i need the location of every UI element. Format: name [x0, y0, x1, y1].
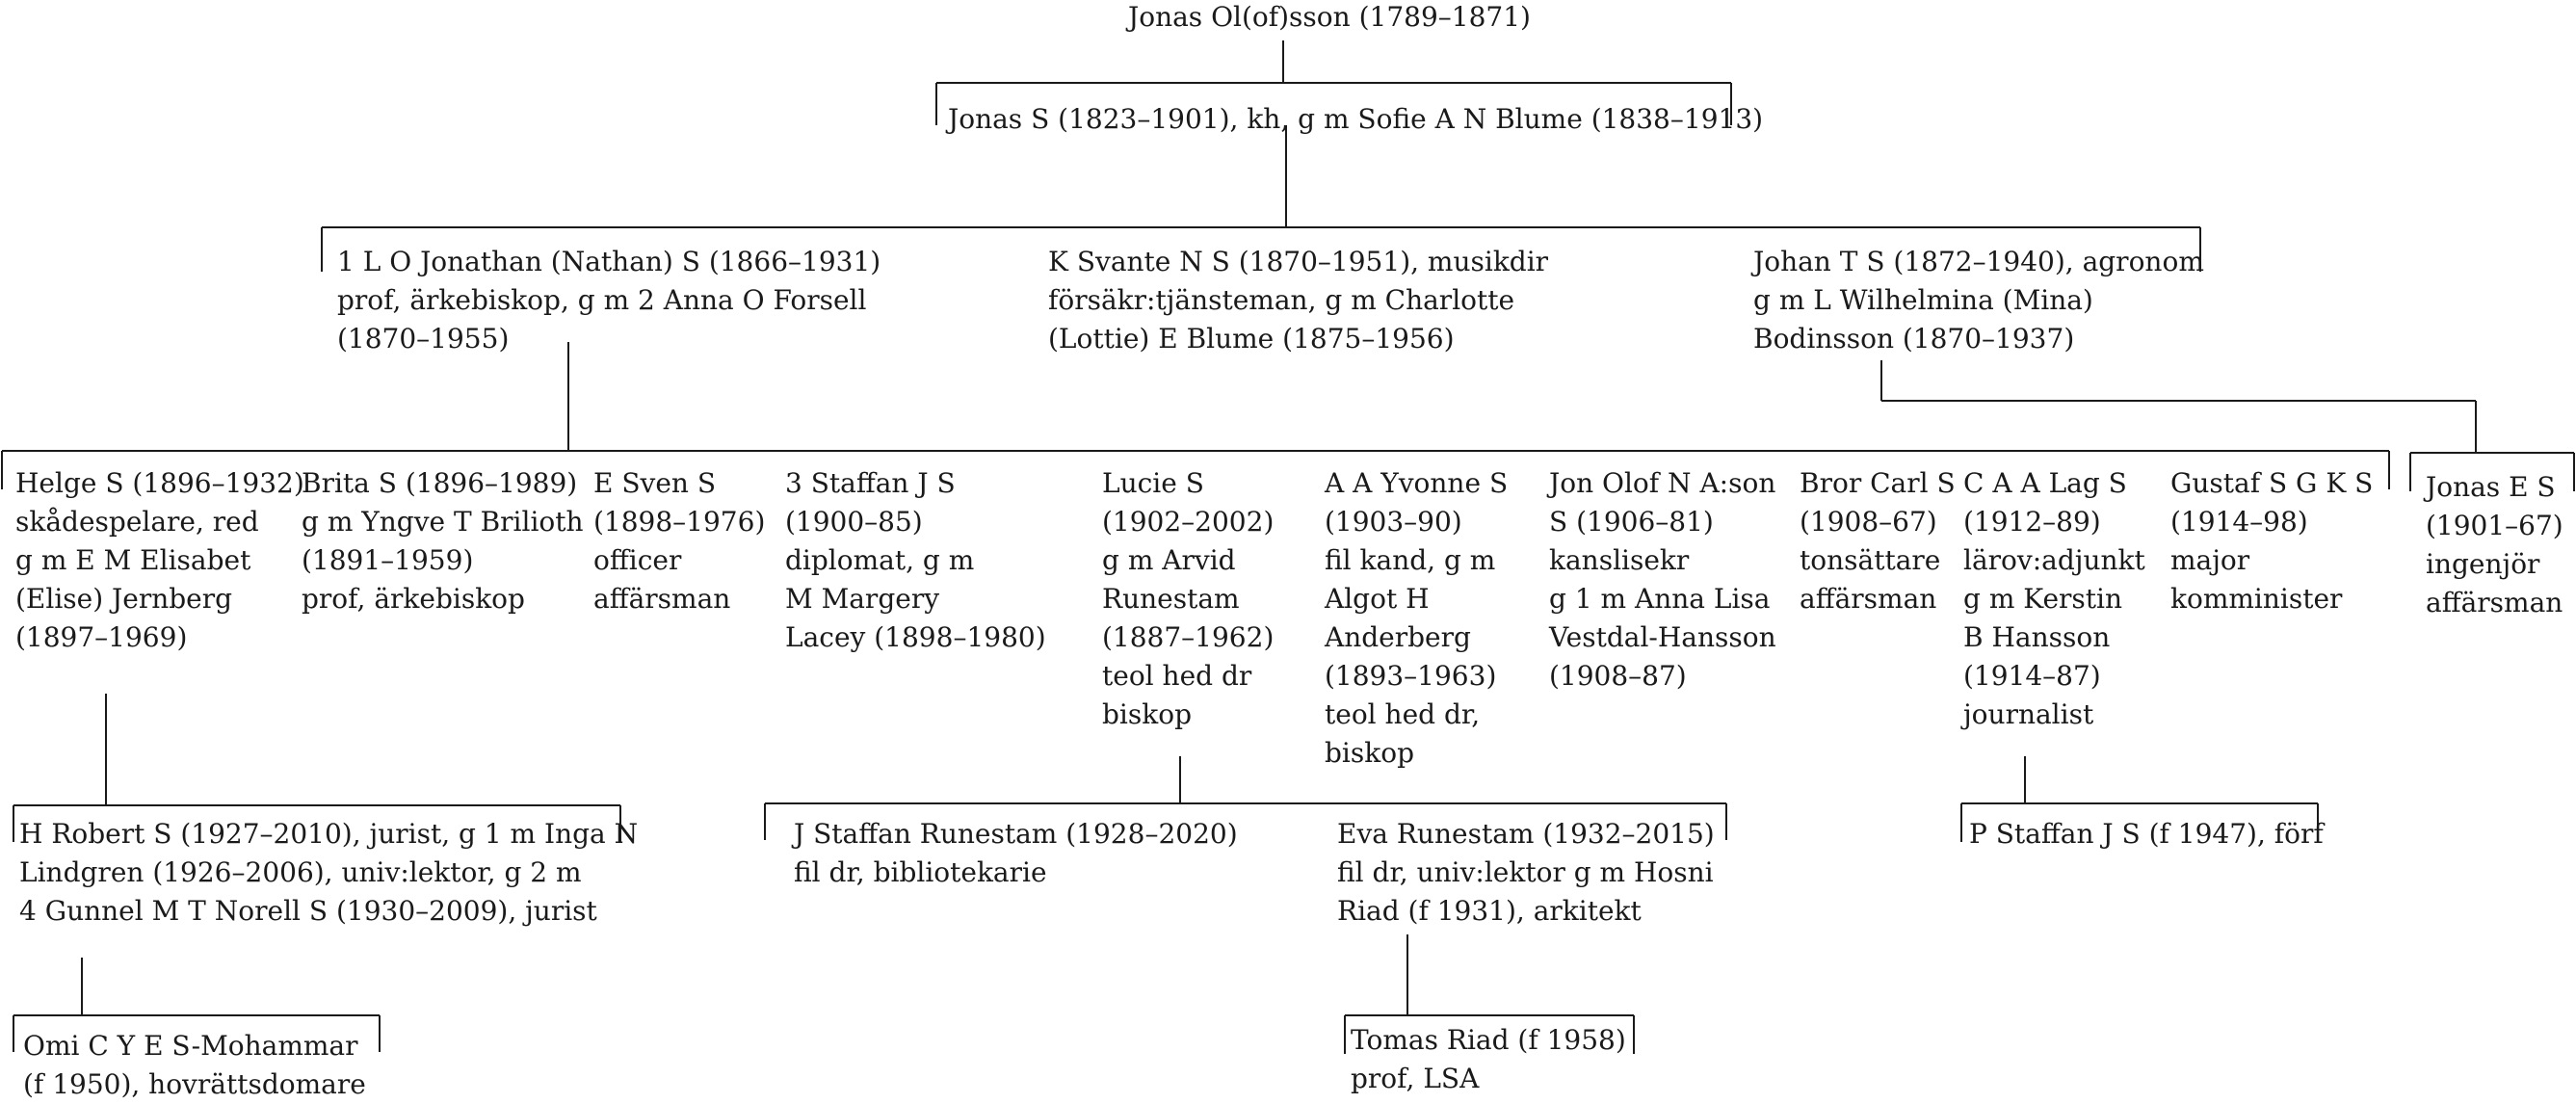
person-text-line: g m E M Elisabet: [15, 544, 251, 576]
person-text-line: 4 Gunnel M T Norell S (1930–2009), jurist: [19, 895, 597, 927]
person-text-line: lärov:adjunkt: [1963, 544, 2145, 576]
person-text-line: J Staffan Runestam (1928–2020): [794, 818, 1238, 850]
person-text-line: Brita S (1896–1989): [302, 467, 578, 499]
person-sven-s: [593, 464, 765, 618]
person-text-line: (1901–67): [2426, 510, 2563, 541]
person-text-line: affärsman: [2426, 587, 2563, 618]
person-text-line: Bror Carl S: [1800, 467, 1956, 499]
person-text-line: (1912–89): [1963, 506, 2101, 538]
person-text-line: komminister: [2170, 583, 2343, 615]
person-text-line: biskop: [1102, 698, 1192, 730]
person-text-line: (Lottie) E Blume (1875–1956): [1048, 323, 1455, 355]
person-text-line: E Sven S: [593, 467, 717, 499]
person-johan-s: [1753, 243, 2204, 358]
person-text-line: K Svante N S (1870–1951), musikdir: [1048, 246, 1549, 277]
person-text-line: affärsman: [593, 583, 731, 615]
person-text-line: försäkr:tjänsteman, g m Charlotte: [1048, 284, 1515, 316]
person-text-line: (f 1950), hovrättsdomare: [23, 1068, 366, 1100]
person-bror-carl-s: [1800, 464, 1956, 618]
person-text-line: Algot H: [1325, 583, 1430, 615]
person-text-line: Helge S (1896–1932): [15, 467, 304, 499]
person-text-line: 3 Staffan J S: [785, 467, 956, 499]
person-text-line: fil kand, g m: [1325, 544, 1496, 576]
person-text-line: prof, LSA: [1351, 1063, 1480, 1094]
person-text-line: Jonas S (1823–1901), kh, g m Sofie A N Blume (1838–1913): [948, 103, 1764, 135]
person-text-line: S (1906–81): [1549, 506, 1714, 538]
person-text-line: C A A Lag S: [1963, 467, 2127, 499]
person-tomas-riad: [1351, 1021, 1626, 1098]
person-text-line: g m Kerstin: [1963, 583, 2123, 615]
person-text-line: (1908–67): [1800, 506, 1937, 538]
person-text-line: fil dr, univ:lektor g m Hosni: [1337, 856, 1714, 888]
person-text-line: P Staffan J S (f 1947), förf: [1969, 818, 2324, 850]
person-text-line: teol hed dr: [1102, 660, 1252, 692]
person-yvonne-s: [1325, 464, 1508, 773]
person-text-line: Eva Runestam (1932–2015): [1337, 818, 1715, 850]
person-text-line: diplomat, g m: [785, 544, 975, 576]
person-jonas-e-s: [2426, 468, 2563, 622]
person-gustaf-s: [2170, 464, 2373, 618]
person-text-line: biskop: [1325, 737, 1414, 769]
person-text-line: A A Yvonne S: [1325, 467, 1509, 499]
person-text-line: officer: [593, 544, 682, 576]
person-lag-s: [1963, 464, 2145, 734]
person-text-line: Riad (f 1931), arkitekt: [1337, 895, 1642, 927]
person-text-line: (1891–1959): [302, 544, 474, 576]
person-text-line: major: [2170, 544, 2250, 576]
person-text-line: (1908–87): [1549, 660, 1687, 692]
person-text-line: Bodinsson (1870–1937): [1753, 323, 2075, 355]
person-brita-s: [302, 464, 584, 618]
person-text-line: Tomas Riad (f 1958): [1351, 1024, 1626, 1056]
person-text-line: (1887–1962): [1102, 621, 1275, 653]
person-eva-runestam: [1337, 815, 1715, 931]
person-text-line: Johan T S (1872–1940), agronom: [1753, 246, 2204, 277]
person-text-line: Lacey (1898–1980): [785, 621, 1046, 653]
person-jonathan-s: [337, 243, 881, 358]
person-text-line: (1897–1969): [15, 621, 188, 653]
person-text-line: (1914–98): [2170, 506, 2308, 538]
person-text-line: Lindgren (1926–2006), univ:lektor, g 2 m: [19, 856, 582, 888]
person-text-line: (1893–1963): [1325, 660, 1497, 692]
person-staffan-j-s: [785, 464, 1046, 657]
person-text-line: (1900–85): [785, 506, 923, 538]
person-staffan-runestam: [794, 815, 1238, 892]
person-text-line: journalist: [1963, 698, 2094, 730]
person-text-line: Omi C Y E S-Mohammar: [23, 1030, 358, 1062]
person-omi-s-mohammar: [23, 1027, 366, 1104]
person-text-line: Jonas E S: [2426, 471, 2556, 503]
person-text-line: fil dr, bibliotekarie: [794, 856, 1047, 888]
person-text-line: Gustaf S G K S: [2170, 467, 2374, 499]
person-text-line: Vestdal-Hansson: [1549, 621, 1776, 653]
person-text-line: (1898–1976): [593, 506, 766, 538]
person-text-line: Lucie S: [1102, 467, 1204, 499]
person-text-line: g m Arvid: [1102, 544, 1236, 576]
person-jonas-s: [948, 100, 1763, 139]
person-text-line: (1902–2002): [1102, 506, 1275, 538]
person-text-line: (1870–1955): [337, 323, 510, 355]
person-text-line: H Robert S (1927–2010), jurist, g 1 m Inga N: [19, 818, 639, 850]
person-lucie-s: [1102, 464, 1274, 734]
person-text-line: kanslisekr: [1549, 544, 1690, 576]
person-text-line: affärsman: [1800, 583, 1937, 615]
person-text-line: prof, ärkebiskop: [302, 583, 525, 615]
person-text-line: teol hed dr,: [1325, 698, 1481, 730]
person-text-line: skådespelare, red: [15, 506, 259, 538]
person-text-line: (Elise) Jernberg: [15, 583, 233, 615]
person-svante-s: [1048, 243, 1548, 358]
person-p-staffan-s: [1969, 815, 2324, 854]
person-text-line: Runestam: [1102, 583, 1240, 615]
person-text-line: 1 L O Jonathan (Nathan) S (1866–1931): [337, 246, 881, 277]
person-text-line: Jon Olof N A:son: [1549, 467, 1776, 499]
person-robert-s: [19, 815, 638, 931]
person-text-line: B Hansson: [1963, 621, 2111, 653]
person-text-line: (1914–87): [1963, 660, 2101, 692]
person-text-line: g m Yngve T Brilioth: [302, 506, 584, 538]
person-text-line: Jonas Ol(of)sson (1789–1871): [1128, 1, 1531, 33]
person-jonas-olofsson: [1128, 0, 1531, 37]
person-jon-olof-s: [1549, 464, 1776, 696]
person-text-line: Anderberg: [1325, 621, 1471, 653]
person-text-line: ingenjör: [2426, 548, 2540, 580]
person-text-line: g m L Wilhelmina (Mina): [1753, 284, 2093, 316]
person-text-line: (1903–90): [1325, 506, 1462, 538]
person-text-line: g 1 m Anna Lisa: [1549, 583, 1771, 615]
person-helge-s: [15, 464, 304, 657]
person-text-line: M Margery: [785, 583, 940, 615]
person-text-line: prof, ärkebiskop, g m 2 Anna O Forsell: [337, 284, 867, 316]
person-text-line: tonsättare: [1800, 544, 1941, 576]
